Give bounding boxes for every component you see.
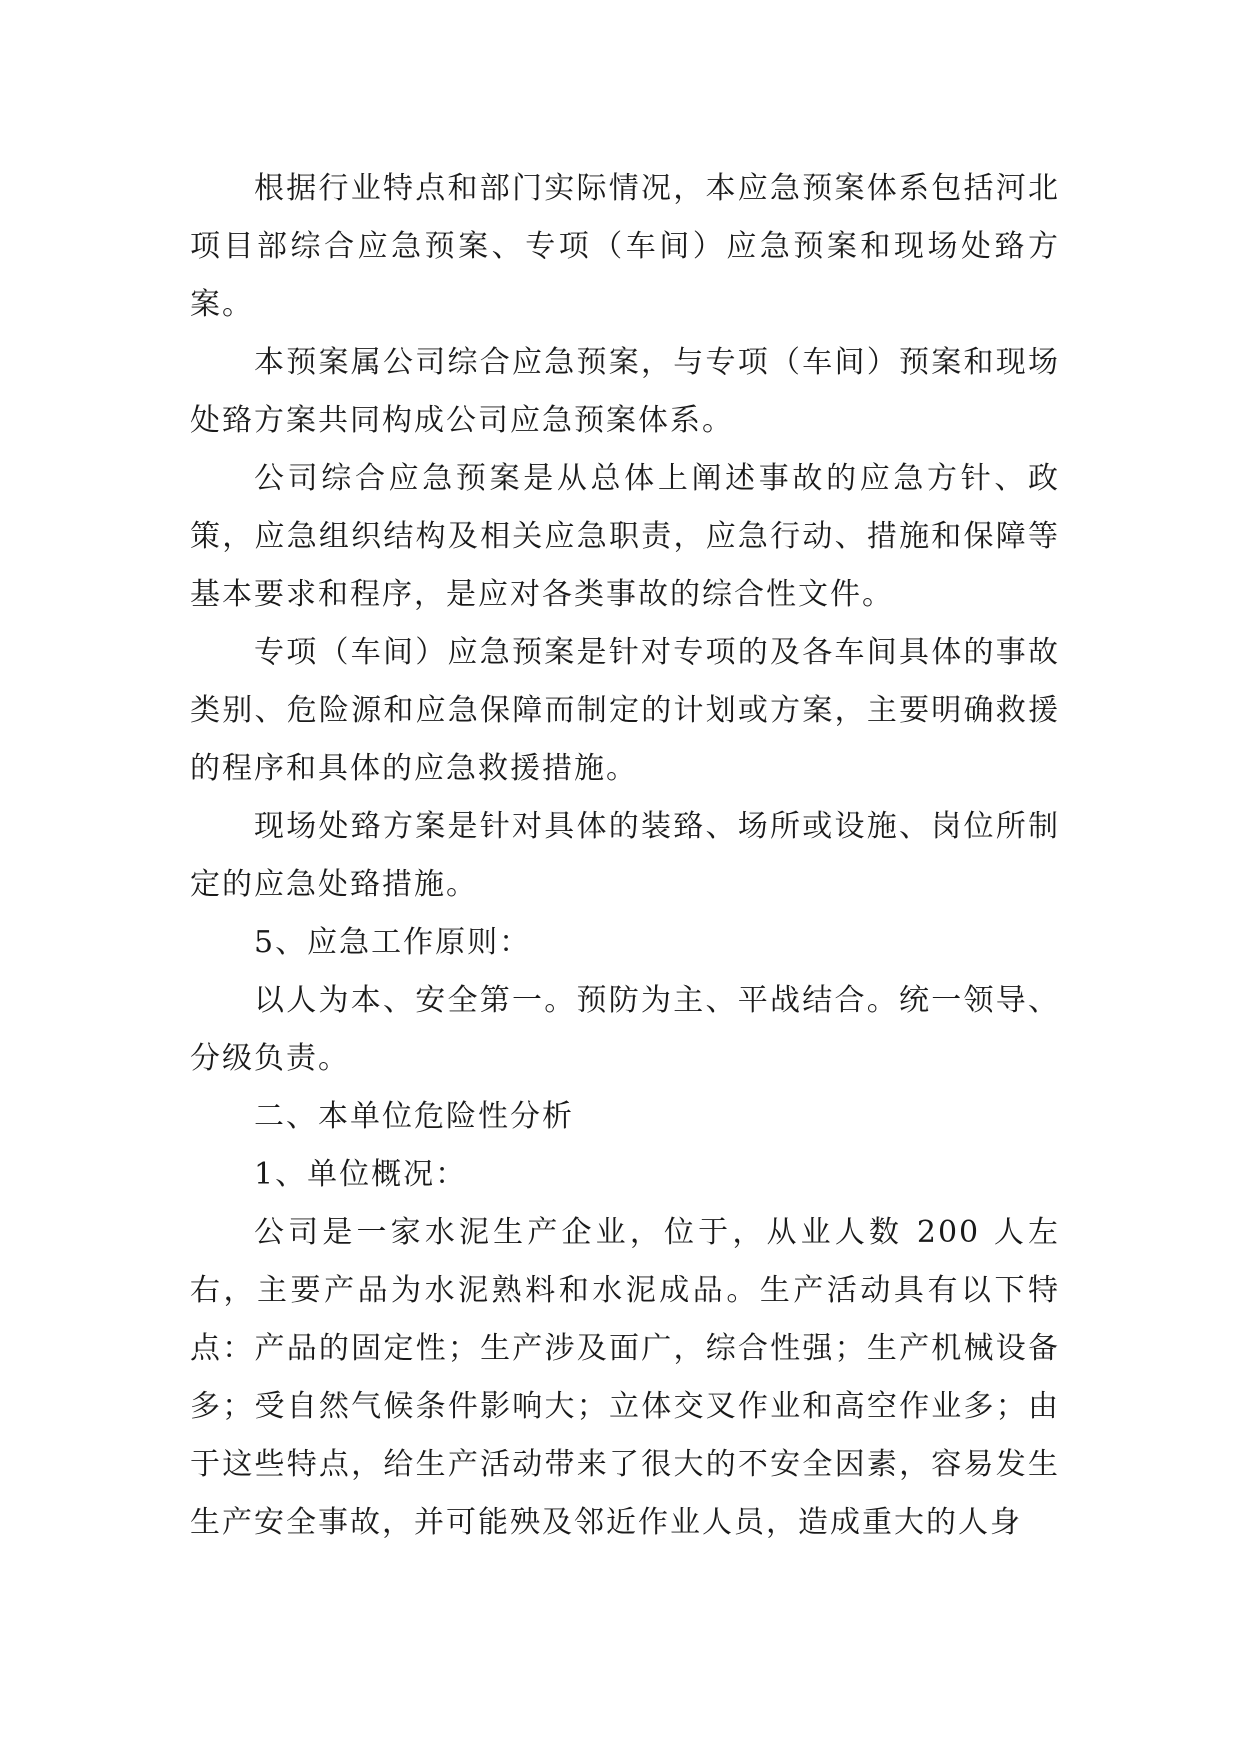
paragraph-comprehensive-plan: 公司综合应急预案是从总体上阐述事故的应急方针、政策，应急组织结构及相关应急职责，应急行动、措施和保障等基本要求和程序，是应对各类事故的综合性文件。 xyxy=(190,461,1060,612)
heading-hazard-analysis: 二、本单位危险性分析 xyxy=(254,1099,574,1134)
document-page xyxy=(190,160,1060,1552)
paragraph-company-overview: 公司是一家水泥生产企业，位于，从业人数 200 人左右，主要产品为水泥熟料和水泥成品。生产活动具有以下特点：产品的固定性；生产涉及面广，综合性强；生产机械设备多；受自然气候条件影响大；立体交叉作业和高空作业多；由于这些特点，给生产活动带来了很大的不安全因素，容易发生生产安全事故，并可能殃及邻近作业人员，造成重大的人身 xyxy=(190,1215,1060,1540)
paragraph-onsite-plan: 现场处臵方案是针对具体的装臵、场所或设施、岗位所制定的应急处臵措施。 xyxy=(190,809,1060,902)
paragraph-special-plan: 专项（车间）应急预案是针对专项的及各车间具体的事故类别、危险源和应急保障而制定的计划或方案，主要明确救援的程序和具体的应急救援措施。 xyxy=(190,635,1060,786)
paragraph-emergency-plan-system: 根据行业特点和部门实际情况，本应急预案体系包括河北项目部综合应急预案、专项（车间）应急预案和现场处臵方案。 xyxy=(190,171,1060,322)
heading-unit-overview: 1、单位概况： xyxy=(254,1157,468,1192)
heading-work-principles: 5、应急工作原则： xyxy=(254,925,532,960)
paragraph-principles: 以人为本、安全第一。预防为主、平战结合。统一领导、分级负责。 xyxy=(190,983,1060,1076)
paragraph-company-plan-scope: 本预案属公司综合应急预案，与专项（车间）预案和现场处臵方案共同构成公司应急预案体系。 xyxy=(190,345,1060,438)
